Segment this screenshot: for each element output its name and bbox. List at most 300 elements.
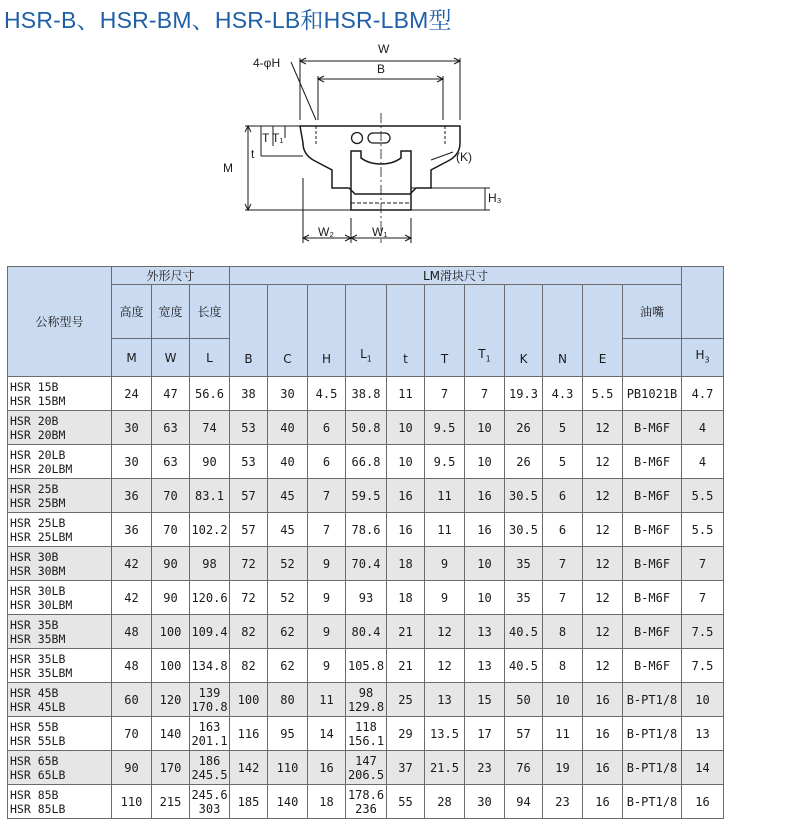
cell-value: 170.8 (191, 699, 228, 714)
cell-W: 90 (152, 581, 190, 615)
cell-W: 63 (152, 411, 190, 445)
cell-C: 52 (268, 581, 308, 615)
cell-T1: 17 (465, 717, 505, 751)
model-name: HSR 85B (10, 787, 59, 802)
cell-T: 13 (425, 683, 465, 717)
cell-t: 29 (387, 717, 425, 751)
cell-t: 21 (387, 649, 425, 683)
cell-W: 170 (152, 751, 190, 785)
cell-T: 13.5 (425, 717, 465, 751)
table-row (8, 547, 724, 581)
cell-T1: 16 (465, 479, 505, 513)
cell-E: 16 (583, 717, 623, 751)
table-row (8, 615, 724, 649)
cell-E: 12 (583, 581, 623, 615)
cell-t: 21 (387, 615, 425, 649)
cell-H3: 16 (682, 785, 724, 819)
cell-H: 6 (308, 445, 346, 479)
cell-T: 9 (425, 581, 465, 615)
cell-H3: 7.5 (682, 615, 724, 649)
cell-H3: 7.5 (682, 649, 724, 683)
cell-C: 52 (268, 547, 308, 581)
cell-W: 90 (152, 547, 190, 581)
cell-grease: B-M6F (623, 581, 682, 615)
cell-W: 70 (152, 479, 190, 513)
cell-grease: B-M6F (623, 649, 682, 683)
cell-value: 118 (355, 719, 377, 734)
table-row (8, 683, 724, 717)
cell-T: 12 (425, 615, 465, 649)
cell-model (8, 547, 112, 581)
cell-value: 139 (198, 685, 221, 700)
cell-W: 47 (152, 377, 190, 411)
cell-M: 30 (112, 411, 152, 445)
cell-E: 12 (583, 513, 623, 547)
cell-L: 90 (190, 445, 230, 479)
cell-L1: 59.5 (346, 479, 387, 513)
cell-t: 37 (387, 751, 425, 785)
cell-model (8, 445, 112, 479)
cell-E: 12 (583, 547, 623, 581)
cell-L: 102.2 (190, 513, 230, 547)
cell-T: 9.5 (425, 445, 465, 479)
table-row (8, 377, 724, 411)
model-name: HSR 20B (10, 413, 59, 428)
cell-B: 53 (230, 445, 268, 479)
dim-label-H3: H₃ (488, 191, 502, 205)
cell-value: 303 (198, 801, 221, 816)
cell-L (190, 751, 230, 785)
cell-t: 16 (387, 479, 425, 513)
dim-label-W2: W₂ (318, 225, 334, 239)
cell-model (8, 717, 112, 751)
cell-N: 6 (543, 513, 583, 547)
table-row (8, 785, 724, 819)
cell-H3: 5.5 (682, 479, 724, 513)
cell-T: 9 (425, 547, 465, 581)
cell-M: 48 (112, 615, 152, 649)
cell-model (8, 683, 112, 717)
model-name: HSR 30LBM (10, 597, 73, 612)
cell-T1: 16 (465, 513, 505, 547)
cell-M: 42 (112, 547, 152, 581)
cell-value: 147 (355, 753, 377, 768)
header-grease-blank (623, 339, 682, 377)
cell-B: 57 (230, 479, 268, 513)
cell-grease: PB1021B (623, 377, 682, 411)
model-name: HSR 15B (10, 379, 59, 394)
cell-H3: 4 (682, 445, 724, 479)
cell-H3: 4.7 (682, 377, 724, 411)
header-H: H (308, 285, 346, 377)
cell-M: 48 (112, 649, 152, 683)
cell-K: 30.5 (505, 479, 543, 513)
cell-grease: B-PT1/8 (623, 751, 682, 785)
cell-value: 201.1 (191, 733, 228, 748)
cell-H: 7 (308, 513, 346, 547)
cell-N: 8 (543, 649, 583, 683)
dim-label-B: B (377, 62, 386, 76)
cell-W: 100 (152, 649, 190, 683)
cell-model (8, 581, 112, 615)
cell-E: 12 (583, 411, 623, 445)
cell-L1 (346, 785, 387, 819)
cell-N: 11 (543, 717, 583, 751)
cell-L1 (346, 751, 387, 785)
cell-N: 6 (543, 479, 583, 513)
model-name: HSR 55B (10, 719, 59, 734)
cell-B: 185 (230, 785, 268, 819)
cell-K: 57 (505, 717, 543, 751)
cell-L (190, 717, 230, 751)
cell-K: 40.5 (505, 615, 543, 649)
cell-T: 12 (425, 649, 465, 683)
cell-T1: 10 (465, 547, 505, 581)
cell-T: 21.5 (425, 751, 465, 785)
table-row (8, 411, 724, 445)
cell-C: 62 (268, 649, 308, 683)
cell-grease: B-M6F (623, 547, 682, 581)
cell-T1: 23 (465, 751, 505, 785)
cell-value: 163 (198, 719, 221, 734)
cell-H: 18 (308, 785, 346, 819)
model-name: HSR 35B (10, 617, 59, 632)
cell-T1: 7 (465, 377, 505, 411)
cell-model (8, 649, 112, 683)
cell-H3: 13 (682, 717, 724, 751)
header-M: M (112, 339, 152, 377)
cell-t: 11 (387, 377, 425, 411)
table-row (8, 513, 724, 547)
cell-M: 36 (112, 513, 152, 547)
model-name: HSR 25LBM (10, 529, 73, 544)
cell-model (8, 411, 112, 445)
cell-T: 28 (425, 785, 465, 819)
header-L: L (190, 339, 230, 377)
cell-value: 186 (198, 753, 221, 768)
cell-N: 23 (543, 785, 583, 819)
cell-B: 82 (230, 649, 268, 683)
model-name: HSR 45B (10, 685, 59, 700)
cell-model (8, 479, 112, 513)
cell-C: 45 (268, 479, 308, 513)
cell-grease: B-M6F (623, 411, 682, 445)
cell-L (190, 683, 230, 717)
page-title: HSR-B、HSR-BM、HSR-LB和HSR-LBM型 (4, 7, 452, 33)
cell-M: 70 (112, 717, 152, 751)
header-B: B (230, 285, 268, 377)
cell-L: 120.6 (190, 581, 230, 615)
cell-E: 16 (583, 683, 623, 717)
cell-H3: 7 (682, 581, 724, 615)
cell-L (190, 785, 230, 819)
header-model: 公称型号 (8, 267, 112, 377)
cell-B: 116 (230, 717, 268, 751)
cell-T1: 10 (465, 411, 505, 445)
cell-L1 (346, 683, 387, 717)
cell-model (8, 377, 112, 411)
cell-model (8, 785, 112, 819)
table-row (8, 445, 724, 479)
cell-E: 16 (583, 751, 623, 785)
header-width: 宽度 (152, 285, 190, 339)
cell-H: 9 (308, 547, 346, 581)
dim-label-W1: W₁ (372, 225, 388, 239)
cell-C: 80 (268, 683, 308, 717)
header-lm-group: LM滑块尺寸 (230, 267, 682, 285)
header-L1: $L_1$ (346, 285, 387, 377)
cell-K: 94 (505, 785, 543, 819)
header-height: 高度 (112, 285, 152, 339)
cell-N: 10 (543, 683, 583, 717)
cell-W: 100 (152, 615, 190, 649)
cell-T: 9.5 (425, 411, 465, 445)
model-name: HSR 35BM (10, 631, 66, 646)
cell-E: 12 (583, 479, 623, 513)
cell-H: 4.5 (308, 377, 346, 411)
cell-E: 12 (583, 649, 623, 683)
cell-H: 7 (308, 479, 346, 513)
cell-C: 95 (268, 717, 308, 751)
dim-label-M: M (223, 161, 233, 175)
cell-M: 36 (112, 479, 152, 513)
table-row (8, 479, 724, 513)
cell-L1: 93 (346, 581, 387, 615)
table-row (8, 581, 724, 615)
cell-L1: 80.4 (346, 615, 387, 649)
cell-grease: B-M6F (623, 513, 682, 547)
cell-W: 120 (152, 683, 190, 717)
cell-L1 (346, 717, 387, 751)
cell-H3: 10 (682, 683, 724, 717)
cell-M: 30 (112, 445, 152, 479)
cell-H: 16 (308, 751, 346, 785)
cell-M: 90 (112, 751, 152, 785)
cell-C: 40 (268, 411, 308, 445)
cell-L: 83.1 (190, 479, 230, 513)
cell-model (8, 751, 112, 785)
cell-L1: 70.4 (346, 547, 387, 581)
cell-L: 98 (190, 547, 230, 581)
cell-N: 5 (543, 411, 583, 445)
cell-H: 9 (308, 581, 346, 615)
dim-label-t: t (251, 147, 255, 161)
cell-L1: 105.8 (346, 649, 387, 683)
cell-t: 18 (387, 581, 425, 615)
cell-K: 50 (505, 683, 543, 717)
cell-H3: 5.5 (682, 513, 724, 547)
cell-H3: 14 (682, 751, 724, 785)
cell-T1: 30 (465, 785, 505, 819)
model-name: HSR 35LBM (10, 665, 73, 680)
cell-T: 11 (425, 513, 465, 547)
cell-E: 12 (583, 615, 623, 649)
table-row (8, 717, 724, 751)
cell-B: 72 (230, 581, 268, 615)
cell-H: 9 (308, 615, 346, 649)
cell-T1: 10 (465, 581, 505, 615)
cell-t: 10 (387, 411, 425, 445)
cell-K: 76 (505, 751, 543, 785)
cell-C: 62 (268, 615, 308, 649)
cell-L: 109.4 (190, 615, 230, 649)
model-name: HSR 65B (10, 753, 59, 768)
cell-W: 63 (152, 445, 190, 479)
header-C: C (268, 285, 308, 377)
cell-E: 12 (583, 445, 623, 479)
cell-K: 19.3 (505, 377, 543, 411)
model-name: HSR 15BM (10, 393, 66, 408)
cell-N: 4.3 (543, 377, 583, 411)
cell-K: 40.5 (505, 649, 543, 683)
cell-L1: 78.6 (346, 513, 387, 547)
dim-label-W: W (378, 42, 390, 56)
cell-L: 74 (190, 411, 230, 445)
cell-t: 55 (387, 785, 425, 819)
cell-t: 16 (387, 513, 425, 547)
cell-M: 42 (112, 581, 152, 615)
cell-W: 215 (152, 785, 190, 819)
cell-E: 16 (583, 785, 623, 819)
cell-B: 57 (230, 513, 268, 547)
model-name: HSR 30BM (10, 563, 66, 578)
cell-K: 35 (505, 581, 543, 615)
cell-N: 5 (543, 445, 583, 479)
cell-B: 72 (230, 547, 268, 581)
cell-K: 26 (505, 411, 543, 445)
cell-K: 35 (505, 547, 543, 581)
header-N: N (543, 285, 583, 377)
cell-B: 82 (230, 615, 268, 649)
dim-label-K: (K) (456, 150, 472, 164)
cell-grease: B-M6F (623, 479, 682, 513)
header-t: t (387, 285, 425, 377)
cell-L1: 66.8 (346, 445, 387, 479)
cell-value: 236 (355, 801, 377, 816)
cell-K: 26 (505, 445, 543, 479)
model-name: HSR 25LB (10, 515, 66, 530)
cell-value: 178.6 (347, 787, 385, 802)
cell-grease: B-PT1/8 (623, 683, 682, 717)
cell-T1: 13 (465, 615, 505, 649)
cell-T: 7 (425, 377, 465, 411)
header-T: T (425, 285, 465, 377)
model-name: HSR 20BM (10, 427, 66, 442)
cell-C: 140 (268, 785, 308, 819)
cell-M: 110 (112, 785, 152, 819)
header-W: W (152, 339, 190, 377)
header-H3: $H_3$ (682, 339, 724, 377)
model-name: HSR 65LB (10, 767, 66, 782)
cell-C: 110 (268, 751, 308, 785)
cell-T1: 10 (465, 445, 505, 479)
cell-H3: 7 (682, 547, 724, 581)
cell-T: 11 (425, 479, 465, 513)
cell-value: 98 (358, 685, 374, 700)
spec-table (7, 266, 724, 819)
model-name: HSR 85LB (10, 801, 66, 816)
cell-B: 53 (230, 411, 268, 445)
cell-t: 10 (387, 445, 425, 479)
cell-N: 8 (543, 615, 583, 649)
cell-L1: 38.8 (346, 377, 387, 411)
model-name: HSR 30B (10, 549, 59, 564)
cell-H: 6 (308, 411, 346, 445)
cell-value: 129.8 (347, 699, 385, 714)
model-name: HSR 20LBM (10, 461, 73, 476)
cell-t: 18 (387, 547, 425, 581)
cell-T1: 13 (465, 649, 505, 683)
header-grease: 油嘴 (623, 285, 682, 339)
cell-C: 30 (268, 377, 308, 411)
cell-T1: 15 (465, 683, 505, 717)
cell-value: 156.1 (347, 733, 385, 748)
dim-label-T1: T₁ (272, 131, 284, 145)
model-name: HSR 45LB (10, 699, 66, 714)
model-name: HSR 55LB (10, 733, 66, 748)
table-row (8, 751, 724, 785)
model-name: HSR 35LB (10, 651, 66, 666)
cell-H: 9 (308, 649, 346, 683)
cell-M: 24 (112, 377, 152, 411)
model-name: HSR 20LB (10, 447, 66, 462)
header-E: E (583, 285, 623, 377)
cell-N: 19 (543, 751, 583, 785)
cross-section-diagram (205, 38, 525, 253)
cell-M: 60 (112, 683, 152, 717)
dim-label-hole: 4-φH (253, 56, 281, 70)
cell-C: 45 (268, 513, 308, 547)
cell-t: 25 (387, 683, 425, 717)
cell-E: 5.5 (583, 377, 623, 411)
header-T1: $T_1$ (465, 285, 505, 377)
cell-H: 14 (308, 717, 346, 751)
cell-value: 206.5 (347, 767, 385, 782)
header-outer-group: 外形尺寸 (112, 267, 230, 285)
cell-H3: 4 (682, 411, 724, 445)
header-h3-blank (682, 267, 724, 339)
cell-K: 30.5 (505, 513, 543, 547)
cell-grease: B-M6F (623, 445, 682, 479)
header-K: K (505, 285, 543, 377)
cell-grease: B-PT1/8 (623, 785, 682, 819)
cell-N: 7 (543, 581, 583, 615)
cell-L: 56.6 (190, 377, 230, 411)
dim-label-T: T (262, 131, 270, 145)
cell-value: 245.6 (191, 787, 228, 802)
cell-C: 40 (268, 445, 308, 479)
model-name: HSR 30LB (10, 583, 66, 598)
header-length: 长度 (190, 285, 230, 339)
cell-H: 11 (308, 683, 346, 717)
cell-W: 140 (152, 717, 190, 751)
table-row (8, 649, 724, 683)
cell-model (8, 513, 112, 547)
cell-B: 142 (230, 751, 268, 785)
cell-model (8, 615, 112, 649)
cell-B: 38 (230, 377, 268, 411)
cell-W: 70 (152, 513, 190, 547)
cell-L1: 50.8 (346, 411, 387, 445)
cell-N: 7 (543, 547, 583, 581)
cell-grease: B-M6F (623, 615, 682, 649)
cell-B: 100 (230, 683, 268, 717)
model-name: HSR 25BM (10, 495, 66, 510)
cell-value: 245.5 (191, 767, 228, 782)
cell-grease: B-PT1/8 (623, 717, 682, 751)
cell-L: 134.8 (190, 649, 230, 683)
model-name: HSR 25B (10, 481, 59, 496)
